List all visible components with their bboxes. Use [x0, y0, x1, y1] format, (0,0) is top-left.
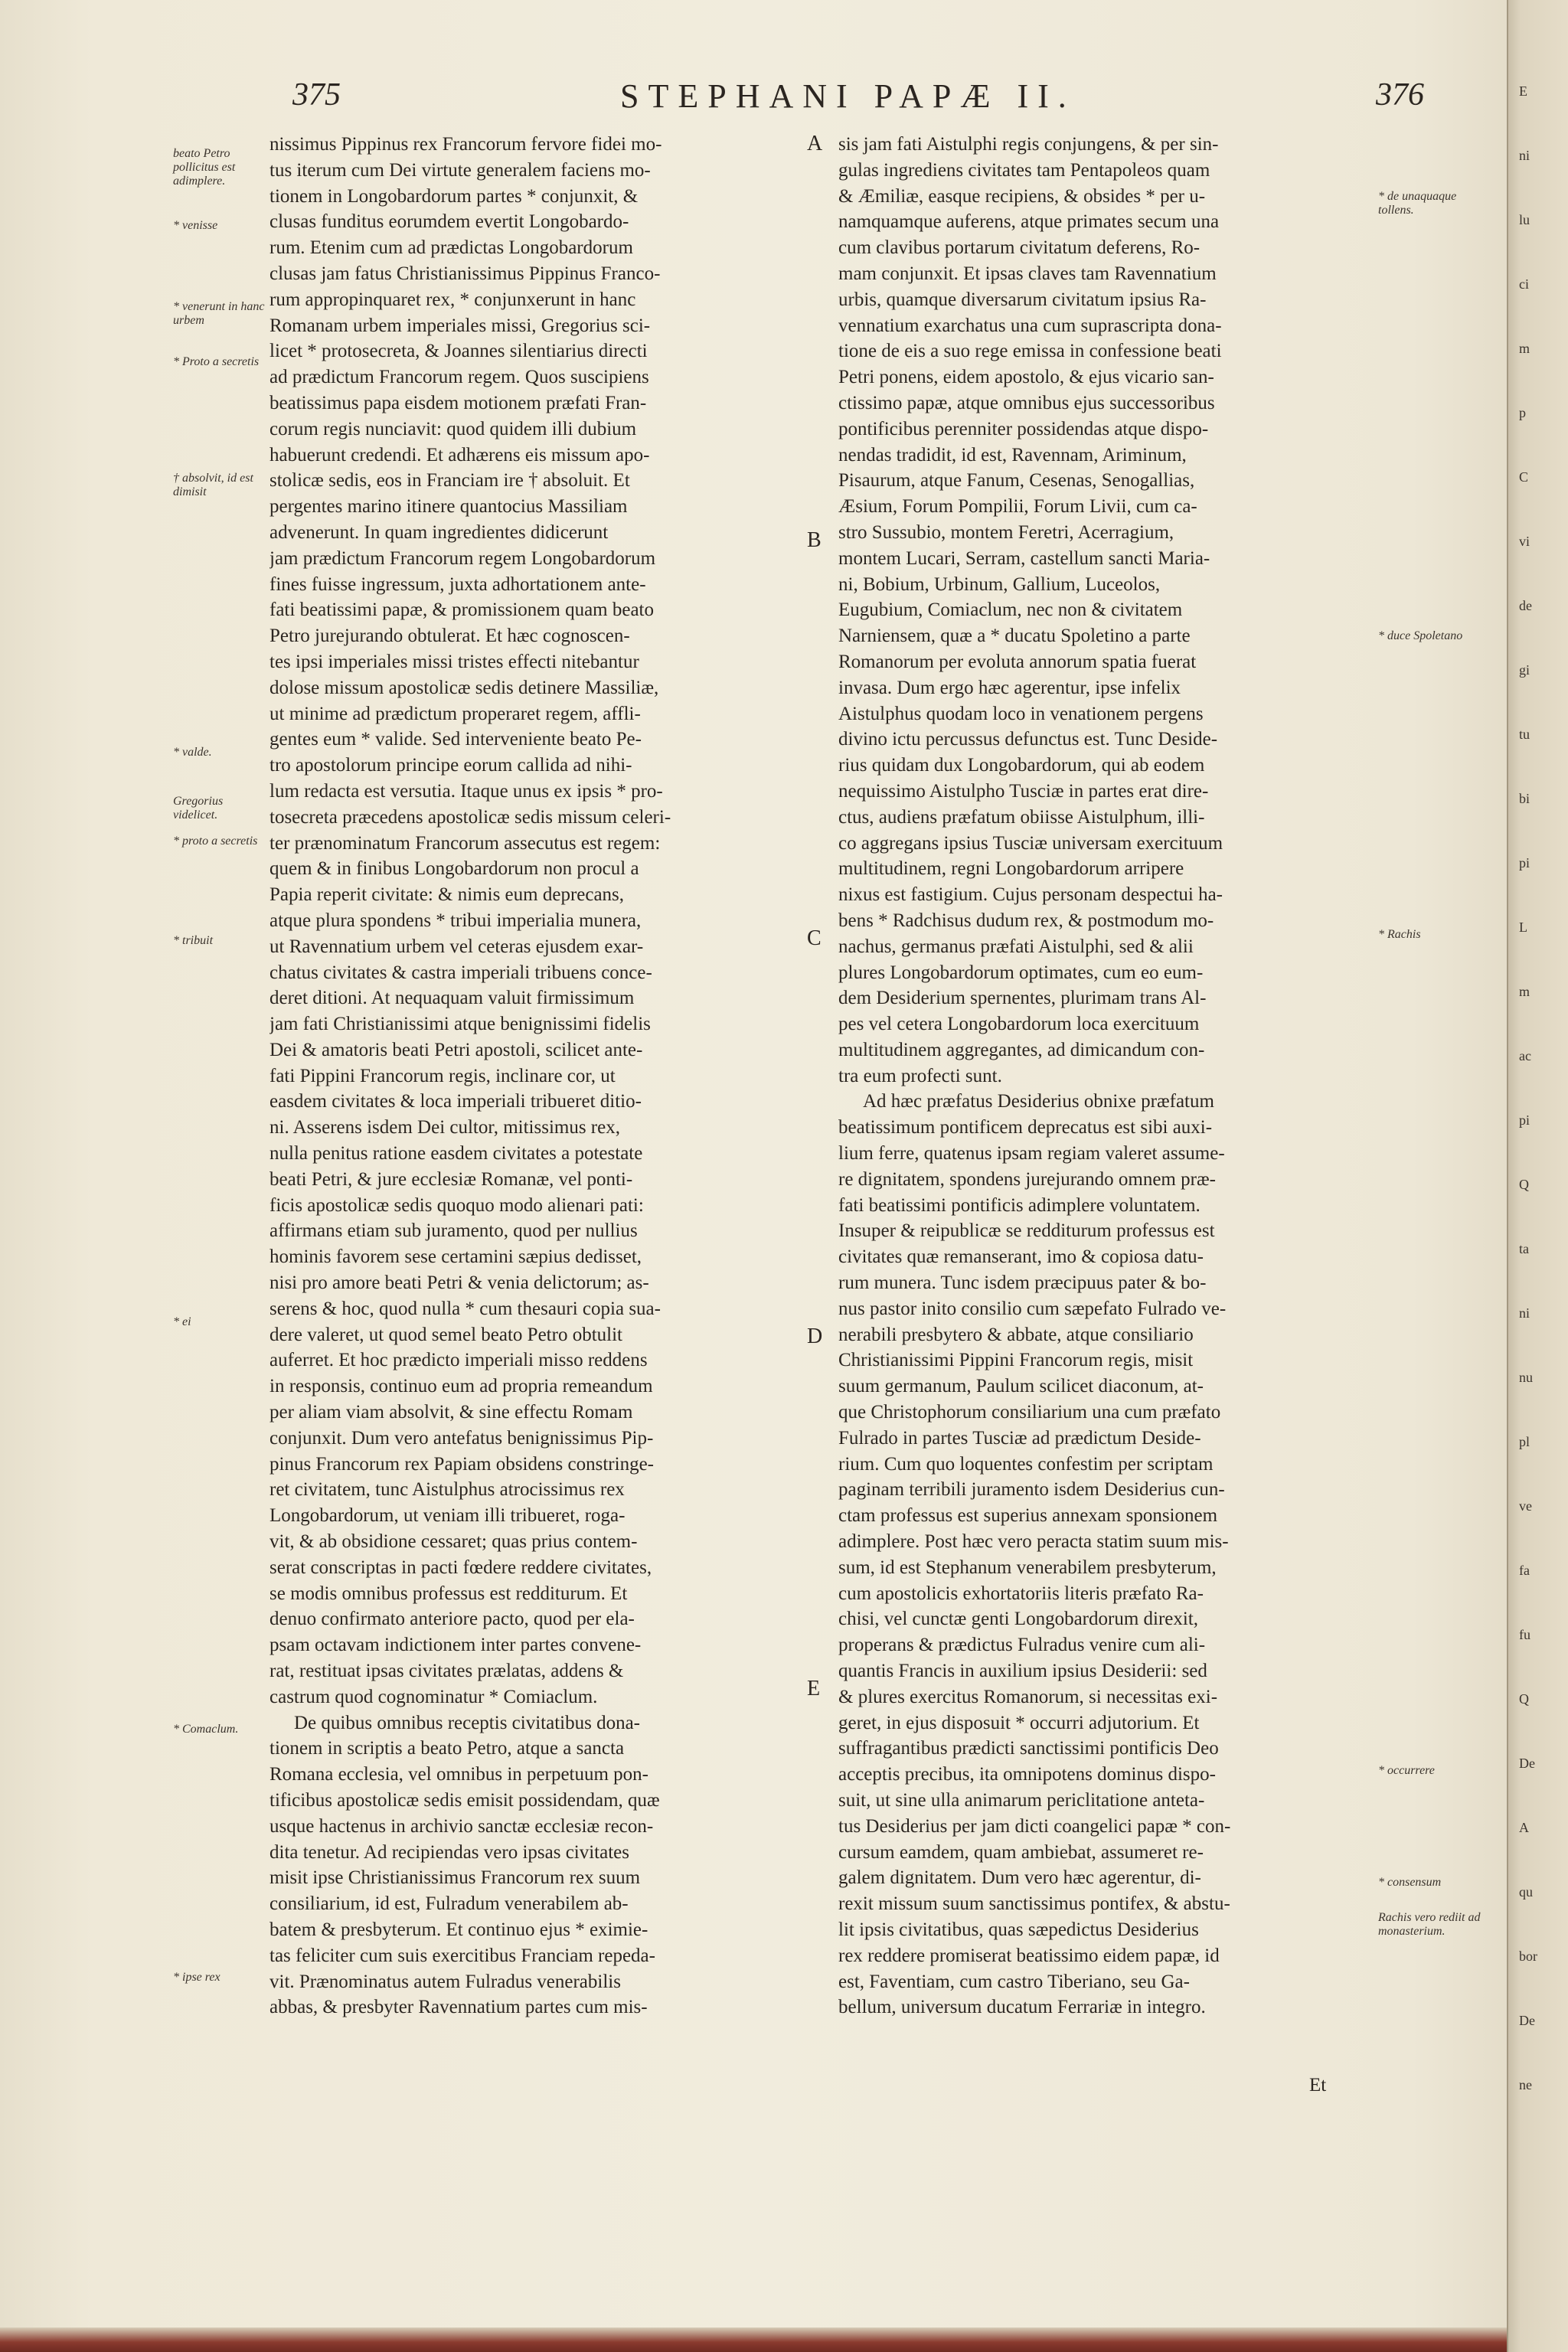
text-column-right — [838, 132, 1367, 2020]
text-line: pes vel cetera Longobardorum loca exercituum — [838, 1014, 1200, 1035]
adjacent-page-fragment: De — [1519, 2013, 1535, 2028]
text-line: vit, & ab obsidione cessaret; quas prius contem- — [270, 1531, 638, 1553]
text-line: Ad hæc præfatus Desiderius obnixe præfatum — [863, 1091, 1214, 1112]
text-line: suum germanum, Paulum scilicet diaconum, at- — [838, 1376, 1204, 1397]
text-line: nus pastor inito consilio cum sæpefato Fulrado ve- — [838, 1298, 1227, 1319]
text-line: cum clavibus portarum civitatum deferens, Ro- — [838, 237, 1200, 259]
margin-note: Gregorius videlicet. — [173, 795, 224, 822]
text-line: ad prædictum Francorum regem. Quos suscipiens — [270, 367, 649, 388]
text-line: paginam terribili juramento isdem Desiderius cun- — [838, 1479, 1225, 1501]
text-line: sum, id est Stephanum venerabilem presbyterum, — [838, 1557, 1217, 1578]
margin-note: * occurrere — [1378, 1764, 1435, 1777]
text-line: tione de eis a suo rege emissa in confessione beati — [838, 341, 1222, 362]
adjacent-page-fragment: qu — [1519, 1884, 1533, 1900]
text-line: abbas, & presbyter Ravennatium partes cum mis- — [270, 1997, 648, 2018]
text-line: ut minime ad prædictum properaret regem, affli- — [270, 703, 641, 724]
adjacent-page-fragment: nu — [1519, 1370, 1533, 1385]
text-line: sis jam fati Aistulphi regis conjungens, & per sin- — [838, 134, 1219, 155]
text-line: castrum quod cognominatur * Comiaclum. — [270, 1686, 598, 1707]
adjacent-page-fragment: fa — [1519, 1563, 1530, 1578]
text-line: rum. Etenim cum ad prædictas Longobardorum — [270, 237, 633, 259]
text-line: que Christophorum consiliarium una cum præfato — [838, 1402, 1221, 1423]
text-line: beatissimus papa eisdem motionem præfati Fran- — [270, 392, 647, 413]
margin-note: Rachis vero rediit ad monasterium. — [1378, 1911, 1481, 1938]
text-line: conjunxit. Dum vero antefatus benignissimus Pip- — [270, 1427, 654, 1449]
text-line: Fulrado in partes Tusciæ ad prædictum Deside- — [838, 1427, 1201, 1449]
margin-note: * consensum — [1378, 1876, 1442, 1889]
text-line: Dei & amatoris beati Petri apostoli, scilicet ante- — [270, 1039, 643, 1060]
margin-note: * venisse — [173, 219, 218, 232]
margin-note: * de unaquaque tollens. — [1378, 190, 1457, 217]
margin-note: * proto a secretis — [173, 835, 258, 848]
text-line: fines fuisse ingressum, juxta adhortationem ante- — [270, 573, 646, 595]
text-line: stro Sussubio, montem Feretri, Acerragium, — [838, 521, 1174, 543]
text-line: fati Pippini Francorum regis, inclinare cor, ut — [270, 1065, 616, 1086]
text-line: pontificibus perenniter possidendas atque dispo- — [838, 418, 1209, 439]
running-header — [283, 77, 1424, 122]
text-line: clusas funditus eorumdem evertit Longobardo- — [270, 211, 629, 233]
adjacent-page-fragment: de — [1519, 598, 1532, 613]
text-line: Eugubium, Comiaclum, nec non & civitatem — [838, 599, 1183, 621]
text-line: rius quidam dux Longobardorum, qui ab eodem — [838, 755, 1205, 776]
section-letter: C — [807, 926, 822, 950]
text-line: tro apostolorum principe eorum callida ad nihi- — [270, 755, 632, 776]
adjacent-page-fragment: vi — [1519, 534, 1530, 549]
running-title: STEPHANI PAPÆ II. — [620, 77, 1076, 115]
adjacent-page-edge — [1507, 0, 1568, 2352]
text-line: re dignitatem, spondens jurejurando omnem præ- — [838, 1168, 1216, 1190]
text-line: beatissimum pontificem deprecatus est sibi auxi- — [838, 1117, 1213, 1138]
text-line: dem Desiderium spernentes, plurimam trans Al- — [838, 988, 1207, 1009]
margin-note: * valde. — [173, 746, 212, 759]
catchword: Et — [1309, 2075, 1327, 2096]
text-line: quem & in finibus Longobardorum non procul a — [270, 858, 639, 880]
text-line: rat, restituat ipsas civitates prælatas, addens & — [270, 1661, 624, 1682]
adjacent-page-fragment: m — [1519, 341, 1530, 356]
text-line: licet * protosecreta, & Joannes silentiarius directi — [270, 341, 648, 362]
text-line: Papia reperit civitate: & nimis eum deprecans, — [270, 884, 625, 906]
text-line: co aggregans ipsius Tusciæ universam exercituum — [838, 832, 1223, 854]
text-line: vit. Prænominatus autem Fulradus venerabilis — [270, 1971, 621, 1992]
adjacent-page-fragment: ci — [1519, 276, 1529, 292]
section-letter: A — [807, 132, 823, 155]
text-line: atque plura spondens * tribui imperialia munera, — [270, 910, 642, 931]
text-line: & Æmiliæ, easque recipiens, & obsides * per u- — [838, 185, 1206, 207]
text-line: nequissimo Aistulpho Tusciæ in partes erat dire- — [838, 780, 1209, 802]
text-line: Longobardorum, ut veniam illi tribueret, roga- — [270, 1505, 626, 1527]
text-line: acceptis precibus, ita omnipotens dominus dispo- — [838, 1764, 1216, 1785]
adjacent-page-fragment: bor — [1519, 1949, 1537, 1964]
text-line: & plures exercitus Romanorum, si necessitas exi- — [838, 1686, 1218, 1707]
text-line: chisi, vel cunctæ genti Longobardorum direxit, — [838, 1609, 1199, 1630]
text-line: clusas jam fatus Christianissimus Pippinus Franco- — [270, 263, 661, 284]
text-line: multitudinem, regni Longobardorum arripere — [838, 858, 1184, 880]
text-line: namquamque auferens, atque primates secum una — [838, 211, 1220, 233]
text-line: tus iterum cum Dei virtute generalem faciens mo- — [270, 159, 651, 181]
text-line: rum appropinquaret rex, * conjunxerunt in hanc — [270, 289, 636, 310]
text-line: ter prænominatum Francorum assecutus est regem: — [270, 832, 661, 854]
adjacent-page-fragment: De — [1519, 1756, 1535, 1771]
text-line: est, Faventiam, cum castro Tiberiano, seu Ga- — [838, 1971, 1190, 1992]
text-column-left — [270, 132, 805, 2020]
text-line: suit, ut sine ulla animarum periclitatione anteta- — [838, 1790, 1205, 1811]
margin-note: beato Petro pollicitus est adimplere. — [173, 147, 236, 188]
text-line: urbis, quamque diversarum civitatum ipsius Ra- — [838, 289, 1207, 310]
text-line: lum redacta est versutia. Itaque unus ex ipsis * pro- — [270, 780, 663, 802]
text-line: ret civitatem, tunc Aistulphus atrocissimus rex — [270, 1479, 625, 1501]
text-line: per aliam viam absolvit, & sine effectu Romam — [270, 1402, 633, 1423]
text-line: fati beatissimi papæ, & promissionem quam beato — [270, 599, 655, 621]
text-line: batem & presbyterum. Et continuo ejus * eximie- — [270, 1919, 648, 1940]
text-line: tosecreta præcedens apostolicæ sedis missum celeri- — [270, 806, 671, 828]
adjacent-page-fragment: gi — [1519, 662, 1530, 678]
text-line: easdem civitates & loca imperiali tribueret ditio- — [270, 1091, 642, 1112]
adjacent-page-fragment: ac — [1519, 1048, 1531, 1063]
text-line: quantis Francis in auxilium ipsius Desiderii: sed — [838, 1661, 1207, 1682]
adjacent-page-fragment: p — [1519, 405, 1526, 420]
text-line: nixus est fastigium. Cujus personam despectui ha- — [838, 884, 1223, 906]
text-line: nerabili presbytero & abbate, atque consiliario — [838, 1324, 1194, 1345]
text-line: montem Lucari, Serram, castellum sancti Maria- — [838, 547, 1210, 569]
adjacent-page-fragment: ve — [1519, 1498, 1532, 1514]
margin-note: * duce Spoletano — [1378, 629, 1463, 642]
text-line: se modis omnibus professus est redditurum. Et — [270, 1583, 628, 1604]
margin-note: * Comaclum. — [173, 1723, 239, 1736]
text-line: in responsis, continuo eum ad propria remeandum — [270, 1376, 653, 1397]
text-line: ctissimo papæ, atque omnibus ejus successoribus — [838, 392, 1215, 413]
adjacent-page-fragment: bi — [1519, 791, 1530, 806]
adjacent-page-fragment: lu — [1519, 212, 1530, 227]
text-line: nulla penitus ratione easdem civitates a potestate — [270, 1143, 643, 1165]
text-line: dere valeret, ut quod semel beato Petro obtulit — [270, 1324, 622, 1345]
text-line: ni, Bobium, Urbinum, Gallium, Luceolos, — [838, 573, 1161, 595]
text-line: Aistulphus quodam loco in venationem pergens — [838, 703, 1204, 724]
text-line: Pisaurum, atque Fanum, Cesenas, Senogallias, — [838, 470, 1195, 492]
text-line: adimplere. Post hæc vero peracta statim suum mis- — [838, 1531, 1229, 1553]
text-line: nisi pro amore beati Petri & venia delictorum; as- — [270, 1272, 649, 1294]
adjacent-page-fragment: Q — [1519, 1177, 1529, 1192]
text-line: tes ipsi imperiales missi tristes effecti nitebantur — [270, 651, 639, 672]
adjacent-page-fragment: pi — [1519, 855, 1530, 871]
text-line: cursum eamdem, quam ambiebat, assumeret re- — [838, 1841, 1204, 1863]
text-line: chatus civitates & castra imperiali tribuens conce- — [270, 962, 652, 983]
text-line: tra eum profecti sunt. — [838, 1065, 1002, 1086]
text-line: misit ipse Christianissimus Francorum rex suum — [270, 1867, 641, 1889]
adjacent-page-fragment: ni — [1519, 148, 1530, 163]
text-line: deret ditioni. At nequaquam valuit firmissimum — [270, 988, 635, 1009]
text-line: hominis favorem sese certamini sæpius dedisset, — [270, 1246, 642, 1268]
text-line: plures Longobardorum optimates, cum eo eum- — [838, 962, 1204, 983]
text-line: corum regis nunciavit: quod quidem illi dubium — [270, 418, 637, 439]
page-number-left: 375 — [292, 77, 341, 113]
text-line: multitudinem aggregantes, ad dimicandum con- — [838, 1039, 1205, 1060]
margin-note: * ipse rex — [173, 1971, 220, 1984]
text-line: properans & prædictus Fulradus venire cum ali- — [838, 1635, 1206, 1656]
text-line: tionem in scriptis a beato Petro, atque a sancta — [270, 1738, 625, 1759]
text-line: rexit missum suum sanctissimus pontifex, & abstu- — [838, 1893, 1230, 1915]
text-line: vennatium exarchatus una cum suprascripta dona- — [838, 315, 1222, 336]
text-line: advenerunt. In quam ingredientes didicerunt — [270, 521, 609, 543]
adjacent-page-fragment: Q — [1519, 1691, 1529, 1707]
adjacent-page-fragment: L — [1519, 920, 1527, 935]
text-line: rum munera. Tunc isdem præcipuus pater & bo- — [838, 1272, 1207, 1294]
text-line: Romana ecclesia, vel omnibus in perpetuum pon- — [270, 1764, 649, 1785]
adjacent-page-fragment: pl — [1519, 1434, 1530, 1449]
margin-note: † absolvit, id est dimisit — [173, 472, 253, 498]
text-line: fati beatissimi pontificis adimplere voluntatem. — [838, 1194, 1200, 1216]
margin-note: * Proto a secretis — [173, 355, 260, 368]
book-edge — [0, 2328, 1507, 2352]
adjacent-page-fragment: ta — [1519, 1241, 1529, 1256]
text-line: dita tenetur. Ad recipiendas vero ipsas civitates — [270, 1841, 629, 1863]
text-line: Romanam urbem imperiales missi, Gregorius sci- — [270, 315, 651, 336]
text-line: Petri ponens, eidem apostolo, & ejus vicario san- — [838, 367, 1214, 388]
text-line: beati Petri, & jure ecclesiæ Romanæ, vel ponti- — [270, 1168, 633, 1190]
margin-note: * ei — [173, 1315, 191, 1328]
adjacent-page-fragment: m — [1519, 984, 1530, 999]
text-line: geret, in ejus disposuit * occurri adjutorium. Et — [838, 1712, 1200, 1733]
text-line: suffragantibus prædicti sanctissimi pontificis Deo — [838, 1738, 1219, 1759]
adjacent-page-fragment: ni — [1519, 1305, 1530, 1321]
text-line: nendas tradidit, id est, Ravennam, Ariminum, — [838, 444, 1187, 466]
text-line: Narniensem, quæ a * ducatu Spoletino a parte — [838, 626, 1191, 647]
margin-note: * tribuit — [173, 934, 214, 947]
text-line: ficis apostolicæ sedis quoquo modo alienari pati: — [270, 1194, 644, 1216]
adjacent-page-fragment: ne — [1519, 2077, 1532, 2092]
text-line: tificibus apostolicæ sedis emisit possidendam, quæ — [270, 1790, 660, 1811]
text-line: lit ipsis civitatibus, quas sæpedictus Desiderius — [838, 1919, 1199, 1940]
text-line: tionem in Longobardorum partes * conjunxit, & — [270, 185, 639, 207]
text-line: nissimus Pippinus rex Francorum fervore fidei mo- — [270, 134, 662, 155]
text-line: civitates quæ remanserant, imo & copiosa datu- — [838, 1246, 1204, 1268]
text-line: ut Ravennatium urbem vel ceteras ejusdem exar- — [270, 936, 644, 957]
text-line: invasa. Dum ergo hæc agerentur, ipse infelix — [838, 677, 1181, 698]
text-line: ni. Asserens isdem Dei cultor, mitissimus rex, — [270, 1117, 620, 1138]
section-letter: D — [807, 1325, 823, 1348]
text-line: divino ictu percussus defunctus est. Tunc Deside- — [838, 729, 1218, 750]
text-line: denuo confirmato anteriore pacto, quod per ela- — [270, 1609, 635, 1630]
text-line: rium. Cum quo loquentes confestim per scriptam — [838, 1453, 1214, 1475]
text-line: pergentes marino itinere quantocius Massiliam — [270, 496, 628, 518]
text-line: bens * Radchisus dudum rex, & postmodum mo- — [838, 910, 1214, 931]
text-line: serens & hoc, quod nulla * cum thesauri copia sua- — [270, 1298, 661, 1319]
text-line: lium ferre, quatenus ipsam regiam valeret assume- — [838, 1143, 1225, 1165]
text-line: Insuper & reipublicæ se redditurum professus est — [838, 1220, 1215, 1242]
text-line: nachus, germanus præfati Aistulphi, sed & alii — [838, 936, 1194, 957]
text-line: habuerunt credendi. Et adhærens eis missum apo- — [270, 444, 650, 466]
text-line: galem dignitatem. Dum vero hæc agerentur, di- — [838, 1867, 1201, 1889]
adjacent-page-fragment: pi — [1519, 1112, 1530, 1128]
text-line: jam fati Christianissimi atque benignissimi fidelis — [270, 1014, 651, 1035]
section-letter: E — [807, 1677, 821, 1700]
text-line: mam conjunxit. Et ipsas claves tam Ravennatium — [838, 263, 1217, 284]
adjacent-page-fragment: E — [1519, 83, 1527, 99]
adjacent-page-fragment: fu — [1519, 1627, 1530, 1642]
text-line: bellum, universum ducatum Ferrariæ in integro. — [838, 1997, 1206, 2018]
adjacent-page-fragment: tu — [1519, 727, 1530, 742]
text-line: ctus, audiens præfatum obiisse Aistulphum, illi- — [838, 806, 1205, 828]
text-line: De quibus omnibus receptis civitatibus dona- — [294, 1712, 641, 1733]
text-line: auferret. Et hoc prædicto imperiali misso reddens — [270, 1350, 648, 1371]
text-line: serat conscriptas in pacti fœdere reddere civitates, — [270, 1557, 652, 1578]
text-line: tas feliciter cum suis exercitibus Franciam repeda- — [270, 1945, 655, 1966]
text-line: affirmans etiam sub juramento, quod per nullius — [270, 1220, 638, 1242]
page-number-right: 376 — [1376, 77, 1424, 113]
text-line: consiliarium, id est, Fulradum venerabilem ab- — [270, 1893, 629, 1915]
text-line: pinus Francorum rex Papiam obsidens constringe- — [270, 1453, 654, 1475]
text-line: ctam professus est superius annexam sponsionem — [838, 1505, 1218, 1527]
text-line: tus Desiderius per jam dicti coangelici papæ * con- — [838, 1815, 1231, 1837]
adjacent-page-fragment: C — [1519, 469, 1529, 485]
text-line: Romanorum per evoluta annorum spatia fuerat — [838, 651, 1197, 672]
margin-note: * venerunt in hanc urbem — [173, 300, 265, 327]
text-line: rex reddere promiserat beatissimo eidem papæ, id — [838, 1945, 1220, 1966]
text-line: gulas ingrediens civitates tam Pentapoleos quam — [838, 159, 1210, 181]
text-line: Christianissimi Pippini Francorum regis, misit — [838, 1350, 1194, 1371]
text-line: cum apostolicis exhortatoriis literis præfato Ra- — [838, 1583, 1204, 1604]
text-line: usque hactenus in archivio sanctæ ecclesiæ recon- — [270, 1815, 654, 1837]
margin-note: * Rachis — [1378, 928, 1421, 941]
text-line: jam prædictum Francorum regem Longobardorum — [270, 547, 656, 569]
text-line: psam octavam indictionem inter partes convene- — [270, 1635, 642, 1656]
text-line: Æsium, Forum Pompilii, Forum Livii, cum ca- — [838, 496, 1197, 518]
text-line: stolicæ sedis, eos in Franciam ire † absoluit. Et — [270, 470, 630, 492]
adjacent-page-fragment: A — [1519, 1820, 1529, 1835]
text-line: Petro jurejurando obtulerat. Et hæc cognoscen- — [270, 626, 630, 647]
section-letter: B — [807, 528, 822, 552]
text-line: dolose missum apostolicæ sedis detinere Massiliæ, — [270, 677, 659, 698]
text-line: gentes eum * valide. Sed interveniente beato Pe- — [270, 729, 642, 750]
